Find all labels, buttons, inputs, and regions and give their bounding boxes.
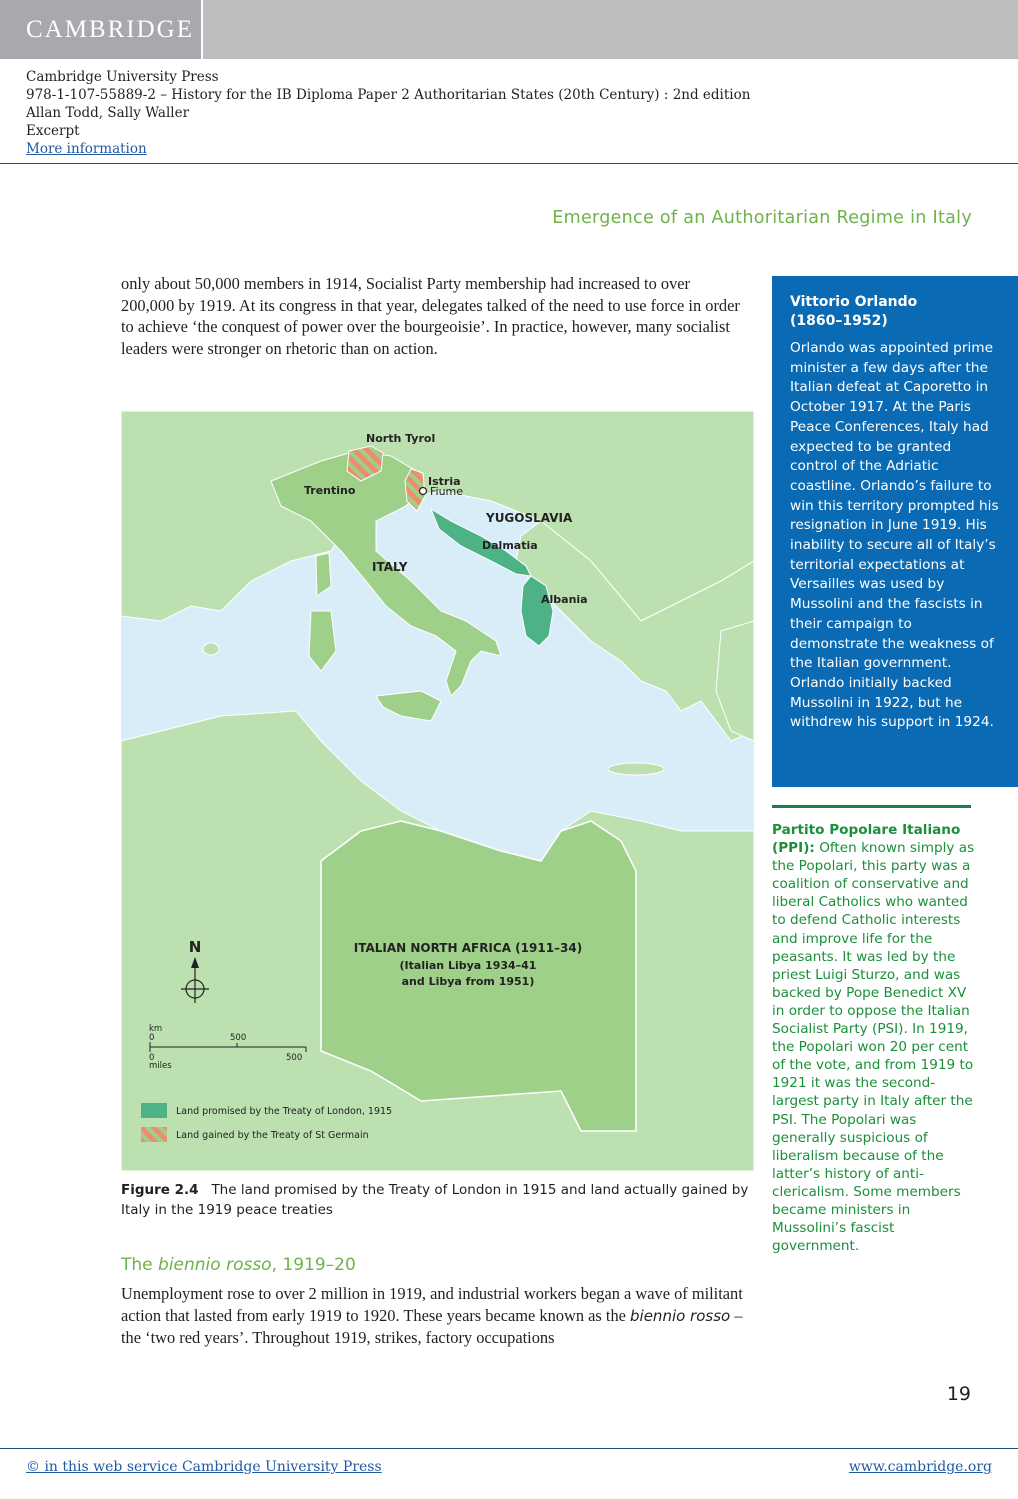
intro-paragraph: only about 50,000 members in 1914, Socialist Party membership had increased to over 200,000 by 1919. At its congress in that year, delegates talked of the need to use force in order to achieve ‘the conquest of power over the bourgeoisie’. In practice, however, many socialist leaders were stronger on rhetoric than on action.	[121, 274, 740, 359]
orlando-dates: (1860–1952)	[790, 313, 888, 329]
cambridge-website-link[interactable]: www.cambridge.org	[848, 1459, 992, 1475]
fiume-marker	[420, 488, 427, 495]
italy-treaty-map	[121, 411, 754, 1171]
excerpt-label: Excerpt	[26, 123, 80, 139]
cambridge-logo: CAMBRIDGE	[0, 0, 203, 59]
section-heading-pre: The	[121, 1255, 159, 1275]
ppi-glossary	[772, 821, 978, 1255]
section-heading-post: , 1919–20	[271, 1255, 356, 1275]
copyright-link[interactable]: © in this web service Cambridge University Press	[26, 1459, 382, 1475]
label-trentino: Trentino	[304, 484, 356, 497]
label-north-africa-1: ITALIAN NORTH AFRICA (1911–34)	[353, 941, 583, 955]
label-north-tyrol: North Tyrol	[366, 432, 436, 445]
scale-km-500: 500	[230, 1033, 247, 1043]
footer-divider	[0, 1448, 1018, 1449]
publisher: Cambridge University Press	[26, 69, 219, 85]
isbn-title: 978-1-107-55889-2 – History for the IB Diploma Paper 2 Authoritarian States (20th Century) : 2nd edition	[26, 87, 751, 103]
orlando-title	[790, 293, 1002, 331]
legend-gained-label: Land gained by the Treaty of St Germain	[176, 1130, 369, 1141]
label-italy: ITALY	[372, 560, 408, 574]
top-banner	[0, 0, 1018, 59]
scale-mi-500: 500	[286, 1053, 303, 1063]
header-divider	[0, 163, 1018, 164]
ppi-term: Partito Popolare Italiano (PPI):	[772, 822, 961, 857]
figure-caption-text: The land promised by the Treaty of London in 1915 and land actually gained by Italy in the 1919 peace treaties	[121, 1182, 749, 1218]
ppi-text: Often known simply as the Popolari, this party was a coalition of conservative and liberal Catholics who wanted to defend Catholic interests and improve life for the peasants. It was led by the priest Luigi Sturzo, and was backed by Pope Benedict XV in order to oppose the Italian Socialist Party (PSI). In 1919, the Popolari won 20 per cent of the vote, and from 1919 to 1921 it was the second-largest party in Italy after the PSI. The Popolari was generally suspicious of liberalism because of the latter’s history of anti-clericalism. Some members became ministers in Mussolini’s fascist government.	[772, 840, 975, 1255]
page-number: 19	[946, 1383, 971, 1405]
biennio-paragraph	[121, 1283, 747, 1349]
label-albania: Albania	[541, 593, 588, 606]
figure-label: Figure 2.4	[121, 1182, 199, 1198]
scale-km-0: 0	[149, 1033, 155, 1043]
section-heading	[121, 1255, 356, 1275]
scale-mi-0: 0	[149, 1053, 155, 1063]
label-dalmatia: Dalmatia	[482, 539, 538, 552]
label-north-africa-3: and Libya from 1951)	[401, 975, 535, 988]
running-head: Emergence of an Authoritarian Regime in Italy	[552, 208, 972, 228]
orlando-sidebar	[772, 276, 1018, 787]
label-istria: Istria	[428, 475, 461, 488]
scale-km-label: km	[149, 1024, 163, 1034]
label-yugoslavia: YUGOSLAVIA	[486, 511, 573, 525]
orlando-name: Vittorio Orlando	[790, 294, 918, 310]
biennio-text-italic: biennio rosso	[630, 1306, 731, 1325]
section-heading-italic: biennio rosso	[158, 1255, 272, 1275]
biennio-text-2: – the ‘two red years’. Throughout 1919, strikes, factory occupations	[121, 1305, 743, 1348]
book-metadata	[26, 68, 750, 158]
balearic-islands	[203, 643, 219, 655]
ppi-divider	[772, 805, 971, 808]
legend-promised-label: Land promised by the Treaty of London, 1915	[176, 1106, 393, 1117]
compass-north-label: N	[188, 938, 202, 956]
label-north-africa-2: (Italian Libya 1934–41	[399, 959, 537, 972]
biennio-text-1: Unemployment rose to over 2 million in 1919, and industrial workers began a wave of militant action that lasted from early 1919 to 1920. These years became known as the	[121, 1284, 743, 1325]
crete	[608, 763, 664, 775]
label-fiume: Fiume	[430, 485, 464, 498]
orlando-text: Orlando was appointed prime minister a few days after the Italian defeat at Caporetto in October 1917. At the Paris Peace Conferences, Italy had expected to be granted control of the Adriatic coastline. Orlando’s failure to win this territory prompted his resignation in June 1919. His inability to secure all of Italy’s territorial expectations at Versailles was used by Mussolini and the fascists in their campaign to demonstrate the weakness of the Italian government. Orlando initially backed Mussolini in 1922, but he withdrew his support in 1924.	[790, 340, 999, 731]
legend-gained-swatch	[141, 1127, 167, 1142]
authors: Allan Todd, Sally Waller	[26, 105, 190, 121]
figure-caption	[121, 1180, 751, 1220]
legend-promised-swatch	[141, 1103, 167, 1118]
more-information-link[interactable]: More information	[26, 141, 147, 157]
scale-mi-label: miles	[149, 1061, 172, 1071]
